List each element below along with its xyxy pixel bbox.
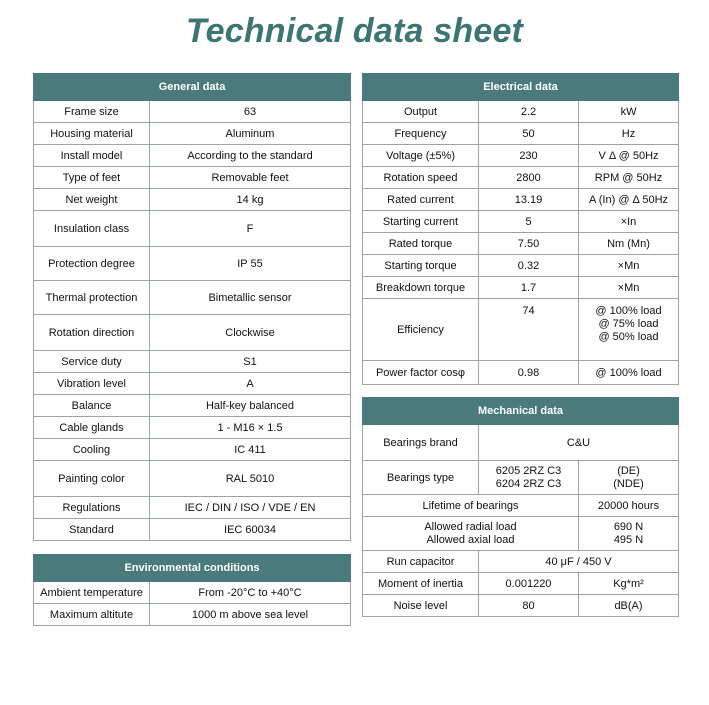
rated-torque-unit: Nm (Mn): [579, 233, 679, 255]
noise-level-unit: dB(A): [579, 595, 679, 617]
vibration-level-label: Vibration level: [34, 373, 150, 395]
starting-torque-label: Starting torque: [363, 255, 479, 277]
voltage-value: 230: [479, 145, 579, 167]
lifetime-of-bearings-value: 20000 hours: [579, 495, 679, 517]
allowed-radial-load-label: Allowed radial load: [424, 520, 517, 533]
efficiency-unit-100: @ 100% load: [595, 305, 662, 317]
moment-of-inertia-label: Moment of inertia: [363, 573, 479, 595]
cooling-label: Cooling: [34, 439, 150, 461]
service-duty-label: Service duty: [34, 351, 150, 373]
starting-torque-unit: ×Mn: [579, 255, 679, 277]
bearings-brand-label: Bearings brand: [363, 425, 479, 461]
allowed-radial-load-value: 690 N: [613, 520, 644, 533]
rotation-direction-value: Clockwise: [150, 315, 351, 351]
protection-degree-label: Protection degree: [34, 247, 150, 281]
service-duty-value: S1: [150, 351, 351, 373]
bearings-type-de-value: 6205 2RZ C3: [495, 464, 562, 477]
run-capacitor-label: Run capacitor: [363, 551, 479, 573]
electrical-data-table: [362, 73, 679, 385]
lifetime-of-bearings-label: Lifetime of bearings: [363, 495, 579, 517]
general-data-table: [33, 73, 351, 541]
output-value: 2.2: [479, 101, 579, 123]
cable-glands-value: 1 - M16 × 1.5: [150, 417, 351, 439]
install-model-value: According to the standard: [150, 145, 351, 167]
frequency-value: 50: [479, 123, 579, 145]
net-weight-label: Net weight: [34, 189, 150, 211]
allowed-axial-load-label: Allowed axial load: [426, 533, 515, 546]
breakdown-torque-value: 1.7: [479, 277, 579, 299]
net-weight-value: 14 kg: [150, 189, 351, 211]
starting-current-unit: ×In: [579, 211, 679, 233]
ambient-temperature-value: From -20°C to +40°C: [150, 582, 351, 604]
efficiency-label: Efficiency: [363, 299, 479, 361]
rated-torque-label: Rated torque: [363, 233, 479, 255]
noise-level-label: Noise level: [363, 595, 479, 617]
power-factor-value: 0.98: [479, 361, 579, 385]
balance-label: Balance: [34, 395, 150, 417]
moment-of-inertia-value: 0.001220: [479, 573, 579, 595]
starting-torque-value: 0.32: [479, 255, 579, 277]
type-of-feet-value: Removable feet: [150, 167, 351, 189]
moment-of-inertia-unit: Kg*m²: [579, 573, 679, 595]
breakdown-torque-unit: ×Mn: [579, 277, 679, 299]
electrical-data-header: Electrical data: [363, 74, 679, 101]
ambient-temperature-label: Ambient temperature: [34, 582, 150, 604]
mechanical-data-table: [362, 397, 679, 617]
noise-level-value: 80: [479, 595, 579, 617]
mechanical-data-header: Mechanical data: [363, 398, 679, 425]
environmental-conditions-header: Environmental conditions: [34, 555, 351, 582]
rotation-speed-value: 2800: [479, 167, 579, 189]
frame-size-value: 63: [150, 101, 351, 123]
install-model-label: Install model: [34, 145, 150, 167]
voltage-label: Voltage (±5%): [363, 145, 479, 167]
page-title: Technical data sheet: [185, 12, 524, 50]
insulation-class-value: F: [150, 211, 351, 247]
housing-material-value: Aluminum: [150, 123, 351, 145]
maximum-altitude-label: Maximum altitute: [34, 604, 150, 626]
bearings-brand-value: C&U: [479, 425, 679, 461]
bearings-type-label: Bearings type: [363, 461, 479, 495]
efficiency-unit-50: @ 50% load: [598, 331, 659, 343]
bearings-type-values: [479, 461, 579, 495]
bearings-type-units: [579, 461, 679, 495]
maximum-altitude-value: 1000 m above sea level: [150, 604, 351, 626]
voltage-unit: V Δ @ 50Hz: [579, 145, 679, 167]
output-unit: kW: [579, 101, 679, 123]
type-of-feet-label: Type of feet: [34, 167, 150, 189]
allowed-axial-load-value: 495 N: [613, 533, 644, 546]
regulations-value: IEC / DIN / ISO / VDE / EN: [150, 497, 351, 519]
rated-current-unit: A (In) @ Δ 50Hz: [579, 189, 679, 211]
rotation-speed-unit: RPM @ 50Hz: [579, 167, 679, 189]
cable-glands-label: Cable glands: [34, 417, 150, 439]
bearings-type-nde-unit: (NDE): [613, 477, 644, 490]
cooling-value: IC 411: [150, 439, 351, 461]
breakdown-torque-label: Breakdown torque: [363, 277, 479, 299]
general-data-header: General data: [34, 74, 351, 101]
power-factor-label: Power factor cosφ: [363, 361, 479, 385]
vibration-level-value: A: [150, 373, 351, 395]
frequency-unit: Hz: [579, 123, 679, 145]
efficiency-units: [579, 299, 679, 361]
housing-material-label: Housing material: [34, 123, 150, 145]
frequency-label: Frequency: [363, 123, 479, 145]
thermal-protection-label: Thermal protection: [34, 281, 150, 315]
environmental-conditions-table: [33, 554, 351, 626]
rated-torque-value: 7.50: [479, 233, 579, 255]
starting-current-value: 5: [479, 211, 579, 233]
allowed-loads-labels: [363, 517, 579, 551]
balance-value: Half-key balanced: [150, 395, 351, 417]
starting-current-label: Starting current: [363, 211, 479, 233]
efficiency-unit-75: @ 75% load: [598, 318, 659, 330]
protection-degree-value: IP 55: [150, 247, 351, 281]
frame-size-label: Frame size: [34, 101, 150, 123]
run-capacitor-value: 40 μF / 450 V: [479, 551, 679, 573]
rotation-speed-label: Rotation speed: [363, 167, 479, 189]
allowed-loads-values: [579, 517, 679, 551]
rated-current-value: 13.19: [479, 189, 579, 211]
standard-value: IEC 60034: [150, 519, 351, 541]
insulation-class-label: Insulation class: [34, 211, 150, 247]
rotation-direction-label: Rotation direction: [34, 315, 150, 351]
painting-color-value: RAL 5010: [150, 461, 351, 497]
painting-color-label: Painting color: [34, 461, 150, 497]
bearings-type-nde-value: 6204 2RZ C3: [495, 477, 562, 490]
regulations-label: Regulations: [34, 497, 150, 519]
power-factor-unit: @ 100% load: [579, 361, 679, 385]
thermal-protection-value: Bimetallic sensor: [150, 281, 351, 315]
output-label: Output: [363, 101, 479, 123]
efficiency-value: 74: [479, 299, 579, 361]
standard-label: Standard: [34, 519, 150, 541]
rated-current-label: Rated current: [363, 189, 479, 211]
bearings-type-de-unit: (DE): [617, 464, 640, 477]
